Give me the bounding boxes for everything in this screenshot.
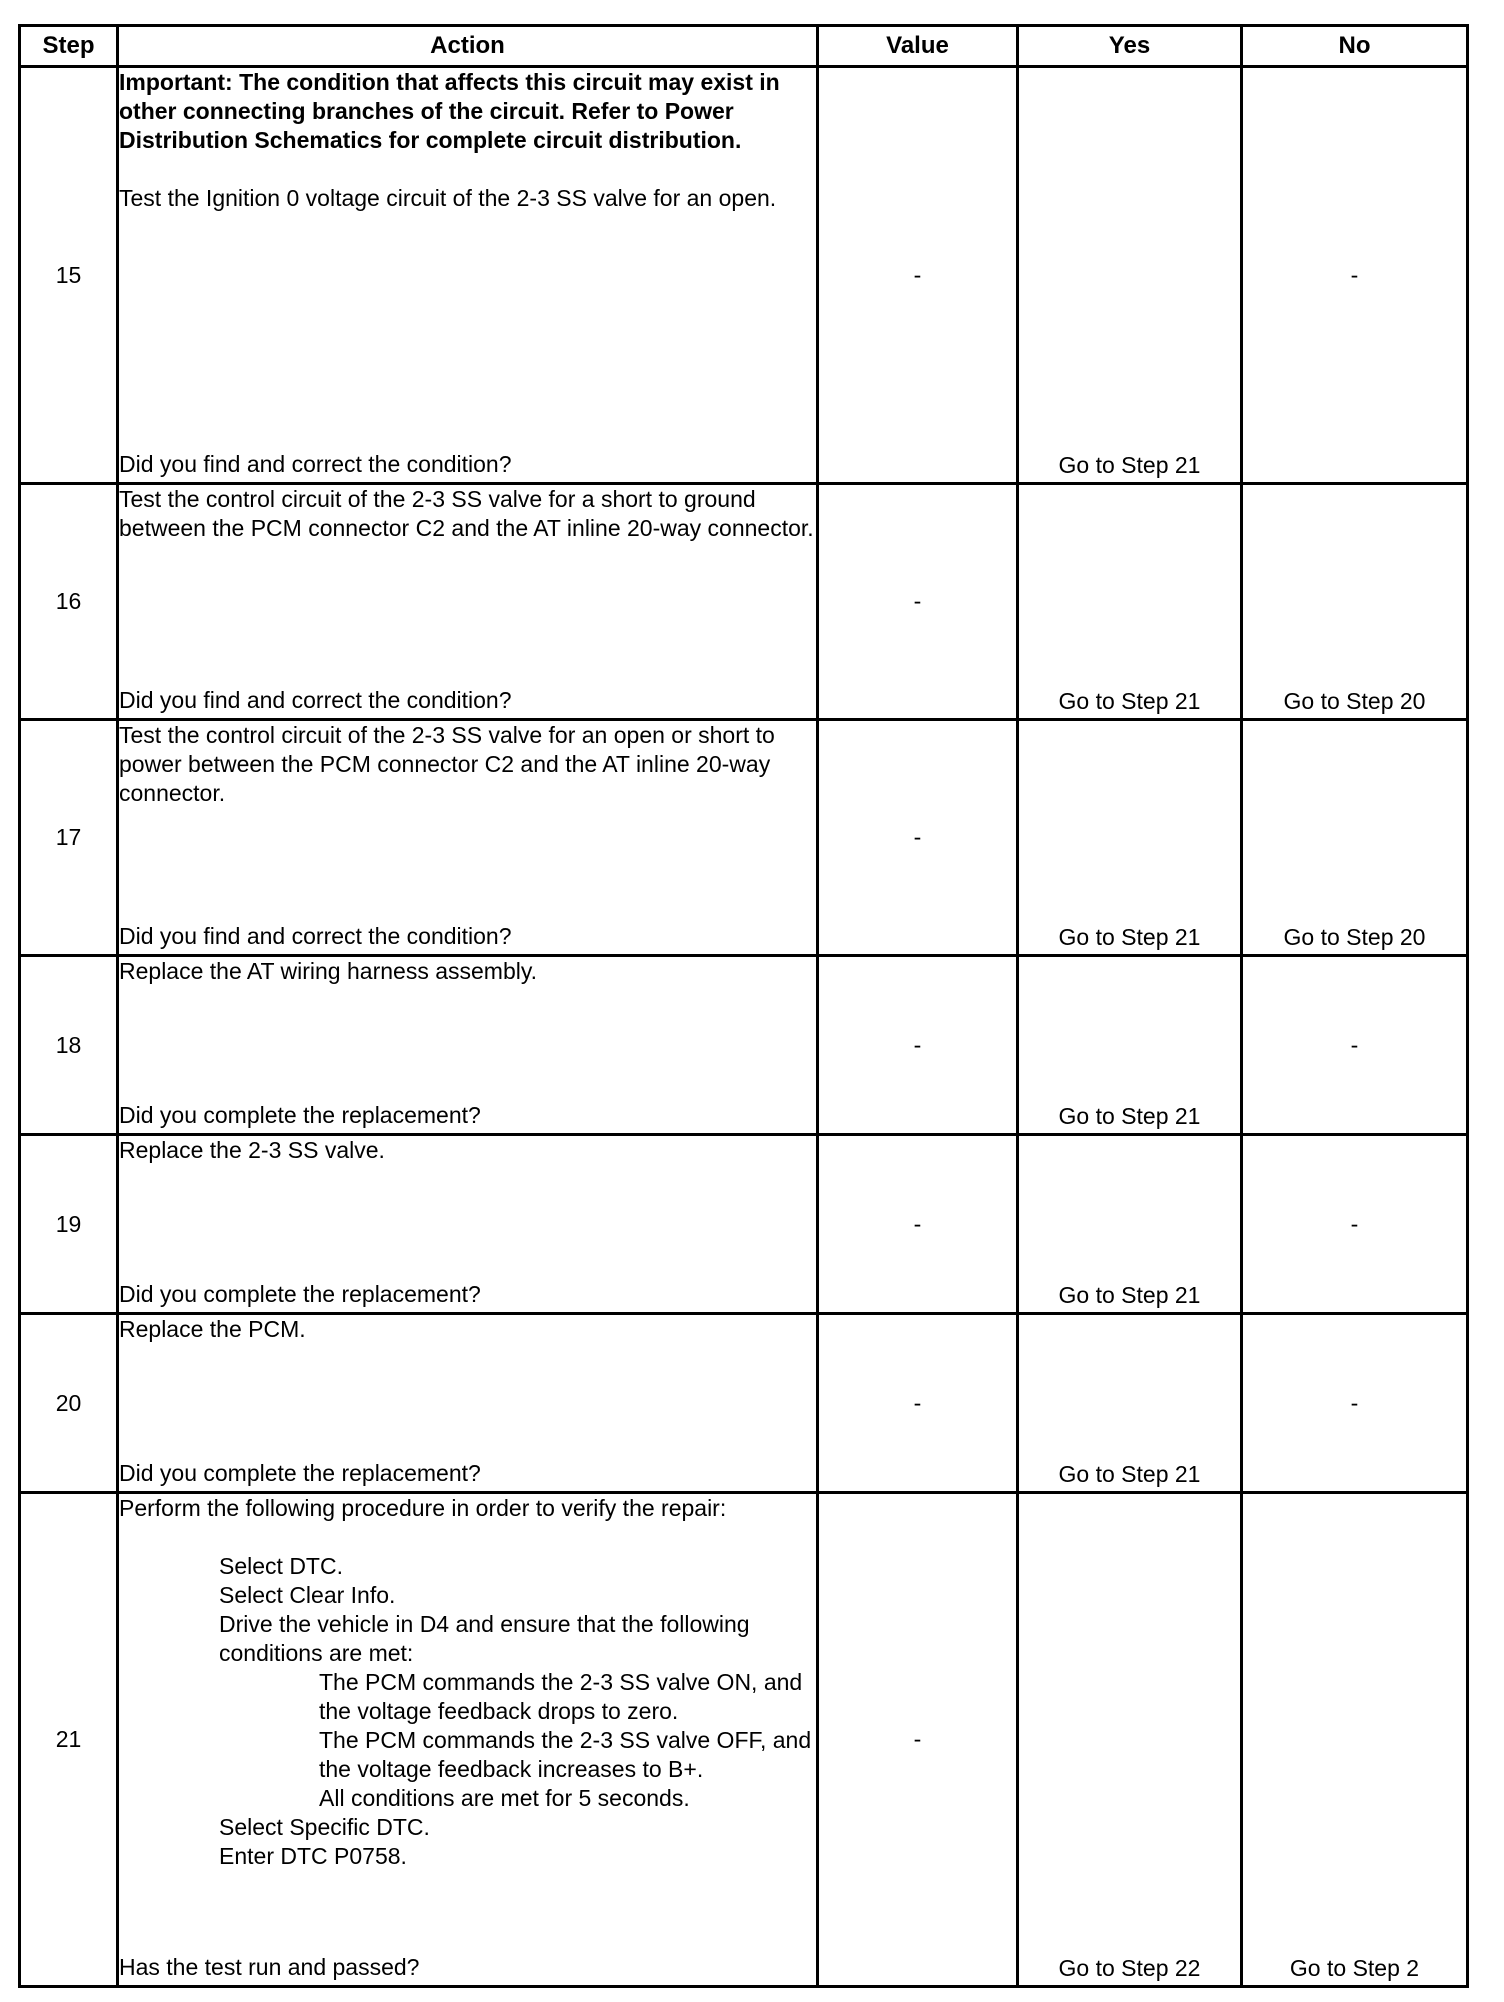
no-cell: - — [1242, 956, 1468, 1135]
action-text: Replace the AT wiring harness assembly. — [119, 958, 538, 984]
action-cell — [118, 1314, 818, 1493]
header-step: Step — [20, 26, 118, 67]
step-number: 21 — [20, 1493, 118, 1987]
action-question: Did you complete the replacement? — [119, 1281, 481, 1307]
action-text: Replace the PCM. — [119, 1316, 306, 1342]
yes-cell — [1018, 956, 1242, 1135]
no-cell — [1242, 1493, 1468, 1987]
action-text: Test the control circuit of the 2-3 SS valve for a short to ground between the PCM connector C2 and the AT inline 20-way connector. — [119, 486, 814, 541]
no-target: Go to Step 20 — [1283, 924, 1426, 950]
condition-item: All conditions are met for 5 seconds. — [319, 1785, 690, 1811]
step-number: 19 — [20, 1135, 118, 1314]
action-cell — [118, 1493, 818, 1987]
step-number: 18 — [20, 956, 118, 1135]
yes-cell — [1018, 720, 1242, 956]
yes-cell — [1018, 1135, 1242, 1314]
yes-target: Go to Step 21 — [1058, 1461, 1201, 1487]
action-question: Did you find and correct the condition? — [119, 923, 512, 949]
action-text: Test the control circuit of the 2-3 SS valve for an open or short to power between the PCM connector C2 and the AT inline 20-way connector. — [119, 722, 775, 806]
table-row-step-17 — [20, 720, 1468, 956]
value-cell: - — [818, 1135, 1018, 1314]
action-text: Replace the 2-3 SS valve. — [119, 1137, 385, 1163]
table-row-step-15 — [20, 67, 1468, 484]
step-number: 15 — [20, 67, 118, 484]
value-cell: - — [818, 67, 1018, 484]
action-cell — [118, 956, 818, 1135]
value-cell: - — [818, 484, 1018, 720]
procedure-step: Enter DTC P0758. — [219, 1843, 407, 1869]
step-number: 17 — [20, 720, 118, 956]
value-cell: - — [818, 1493, 1018, 1987]
diagnostic-table — [18, 24, 1469, 1988]
header-value: Value — [818, 26, 1018, 67]
yes-target: Go to Step 21 — [1058, 1282, 1201, 1308]
header-no: No — [1242, 26, 1468, 67]
header-yes: Yes — [1018, 26, 1242, 67]
procedure-step: Drive the vehicle in D4 and ensure that the following conditions are met: — [219, 1611, 750, 1666]
action-cell — [118, 1135, 818, 1314]
procedure-step: Select Clear Info. — [219, 1582, 396, 1608]
no-cell — [1242, 484, 1468, 720]
action-text: Perform the following procedure in order to verify the repair: — [119, 1495, 727, 1521]
yes-target: Go to Step 21 — [1058, 688, 1201, 714]
action-question: Has the test run and passed? — [119, 1954, 420, 1980]
table-row-step-19 — [20, 1135, 1468, 1314]
header-row — [20, 26, 1468, 67]
no-target: Go to Step 20 — [1283, 688, 1426, 714]
no-cell: - — [1242, 1135, 1468, 1314]
action-question: Did you complete the replacement? — [119, 1102, 481, 1128]
yes-target: Go to Step 22 — [1058, 1955, 1201, 1981]
yes-cell — [1018, 484, 1242, 720]
yes-cell — [1018, 67, 1242, 484]
table-row-step-16 — [20, 484, 1468, 720]
value-cell: - — [818, 1314, 1018, 1493]
condition-item: The PCM commands the 2-3 SS valve OFF, and the voltage feedback increases to B+. — [319, 1727, 812, 1782]
no-cell: - — [1242, 67, 1468, 484]
condition-item: The PCM commands the 2-3 SS valve ON, and the voltage feedback drops to zero. — [319, 1669, 803, 1724]
yes-target: Go to Step 21 — [1058, 924, 1201, 950]
step-number: 16 — [20, 484, 118, 720]
action-question: Did you find and correct the condition? — [119, 687, 512, 713]
value-cell: - — [818, 956, 1018, 1135]
action-cell — [118, 484, 818, 720]
action-text: Test the Ignition 0 voltage circuit of the 2-3 SS valve for an open. — [119, 185, 777, 211]
yes-target: Go to Step 21 — [1058, 1103, 1201, 1129]
yes-cell — [1018, 1314, 1242, 1493]
procedure-step: Select Specific DTC. — [219, 1814, 430, 1840]
table-row-step-20 — [20, 1314, 1468, 1493]
procedure-step: Select DTC. — [219, 1553, 343, 1579]
yes-cell — [1018, 1493, 1242, 1987]
no-cell — [1242, 720, 1468, 956]
action-question: Did you complete the replacement? — [119, 1460, 481, 1486]
table-row-step-21 — [20, 1493, 1468, 1987]
header-action: Action — [118, 26, 818, 67]
yes-target: Go to Step 21 — [1058, 452, 1201, 478]
value-cell: - — [818, 720, 1018, 956]
step-number: 20 — [20, 1314, 118, 1493]
no-cell: - — [1242, 1314, 1468, 1493]
action-question: Did you find and correct the condition? — [119, 451, 512, 477]
table-row-step-18 — [20, 956, 1468, 1135]
important-note: Important: The condition that affects this circuit may exist in other connecting branches of the circuit. Refer to Power Distribution Schematics for complete circuit distribution. — [119, 69, 780, 153]
action-cell — [118, 67, 818, 484]
action-cell — [118, 720, 818, 956]
no-target: Go to Step 2 — [1289, 1955, 1420, 1981]
